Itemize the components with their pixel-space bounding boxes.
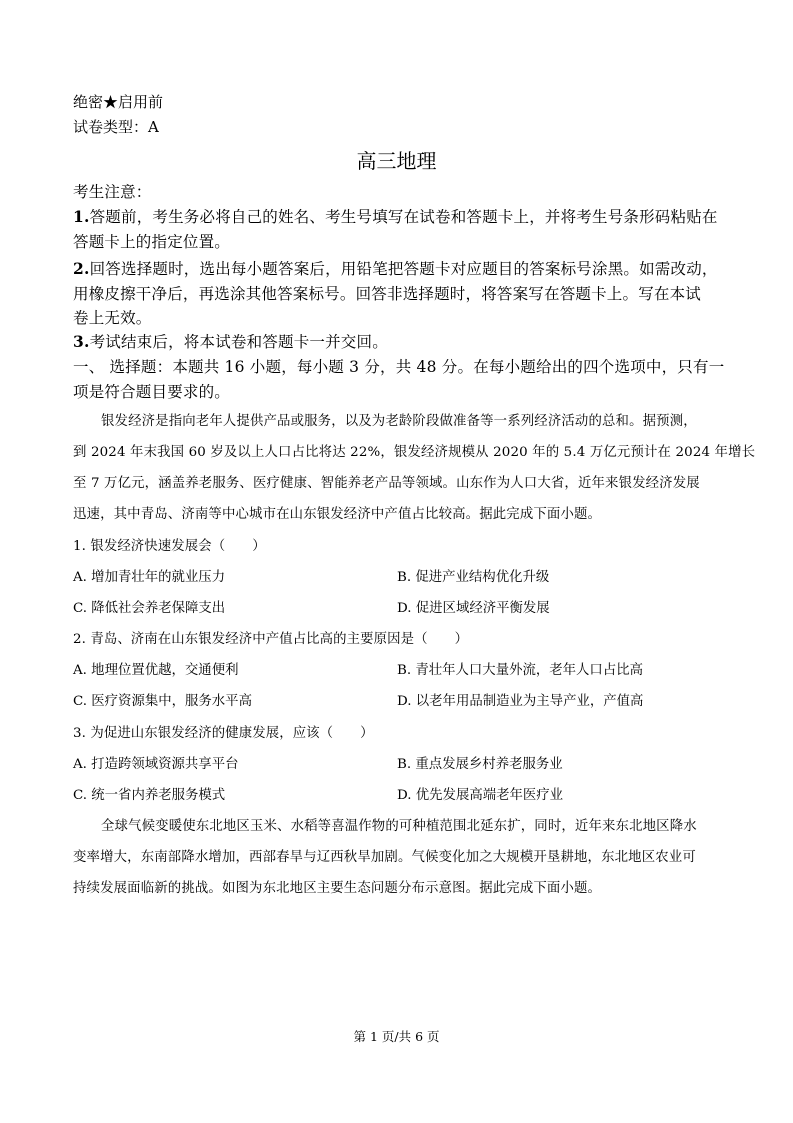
paper-type-label: 试卷类型：A	[73, 118, 159, 136]
notice-item-1-line-2: 答题卡上的指定位置。	[73, 233, 231, 251]
question-2-option-a[interactable]: A. 地理位置优越，交通便利	[73, 663, 239, 678]
question-2-option-b[interactable]: B. 青壮年人口大量外流，老年人口占比高	[397, 663, 643, 678]
question-1-option-a[interactable]: A. 增加青壮年的就业压力	[73, 570, 226, 585]
question-3-option-c[interactable]: C. 统一省内养老服务模式	[73, 788, 226, 803]
notice-item-2-line-1: 2.回答选择题时，选出每小题答案后，用铅笔把答题卡对应题目的答案标号涂黑。如需改动，	[73, 259, 718, 278]
notice-item-1-line-1: 1.答题前，考生务必将自己的姓名、考生号填写在试卷和答题卡上，并将考生号条形码粘贴在	[73, 207, 718, 226]
notice-heading: 考生注意：	[73, 183, 152, 201]
passage-1-line-3: 至 7 万亿元，涵盖养老服务、医疗健康、智能养老产品等领域。山东作为人口大省，近年来银发经济发展	[73, 476, 700, 491]
passage-1-line-4: 迅速，其中青岛、济南等中心城市在山东银发经济中产值占比较高。据此完成下面小题。	[73, 507, 602, 522]
question-1-option-c[interactable]: C. 降低社会养老保障支出	[73, 601, 226, 616]
question-1-stem: 1. 银发经济快速发展会（ ）	[73, 539, 266, 554]
passage-2-line-2: 变率增大，东南部降水增加，西部春旱与辽西秋旱加剧。气候变化加之大规模开垦耕地，东北地区农业可	[73, 850, 696, 865]
question-2-option-c[interactable]: C. 医疗资源集中，服务水平高	[73, 694, 252, 709]
question-2-option-d[interactable]: D. 以老年用品制造业为主导产业，产值高	[397, 694, 644, 709]
notice-item-2-line-3: 卷上无效。	[73, 309, 152, 327]
question-3-option-d[interactable]: D. 优先发展高端老年医疗业	[397, 788, 564, 803]
question-3-option-a[interactable]: A. 打造跨领域资源共享平台	[73, 757, 239, 772]
passage-2-line-1: 全球气候变暖使东北地区玉米、水稻等喜温作物的可种植范围北延东扩，同时，近年来东北地区降水	[101, 819, 697, 834]
question-1-option-d[interactable]: D. 促进区域经济平衡发展	[397, 601, 550, 616]
passage-1-line-1: 银发经济是指向老年人提供产品或服务，以及为老龄阶段做准备等一系列经济活动的总和。据预测，	[101, 414, 697, 429]
section-heading-line-2: 项是符合题目要求的。	[73, 383, 231, 401]
passage-1-line-2: 到 2024 年末我国 60 岁及以上人口占比将达 22%，银发经济规模从 2020 年的 5.4 万亿元预计在 2024 年增长	[73, 445, 756, 460]
question-3-option-b[interactable]: B. 重点发展乡村养老服务业	[397, 757, 563, 772]
page-footer: 第 1 页/共 6 页	[353, 1029, 440, 1044]
question-3-stem: 3. 为促进山东银发经济的健康发展，应该（ ）	[73, 726, 374, 741]
notice-item-3-line-1: 3.考试结束后，将本试卷和答题卡一并交回。	[73, 332, 388, 351]
notice-item-2-line-2: 用橡皮擦干净后，再选涂其他答案标号。回答非选择题时，将答案写在答题卡上。写在本试	[73, 285, 702, 303]
page-title: 高三地理	[356, 149, 437, 173]
secret-label: 绝密★启用前	[73, 93, 164, 111]
question-2-stem: 2. 青岛、济南在山东银发经济中产值占比高的主要原因是（ ）	[73, 632, 469, 647]
passage-2-line-3: 持续发展面临新的挑战。如图为东北地区主要生态问题分布示意图。据此完成下面小题。	[73, 881, 602, 896]
question-1-option-b[interactable]: B. 促进产业结构优化升级	[397, 570, 550, 585]
section-heading-line-1: 一、 选择题：本题共 16 小题，每小题 3 分，共 48 分。在每小题给出的四个选项中，只有一	[73, 358, 725, 376]
